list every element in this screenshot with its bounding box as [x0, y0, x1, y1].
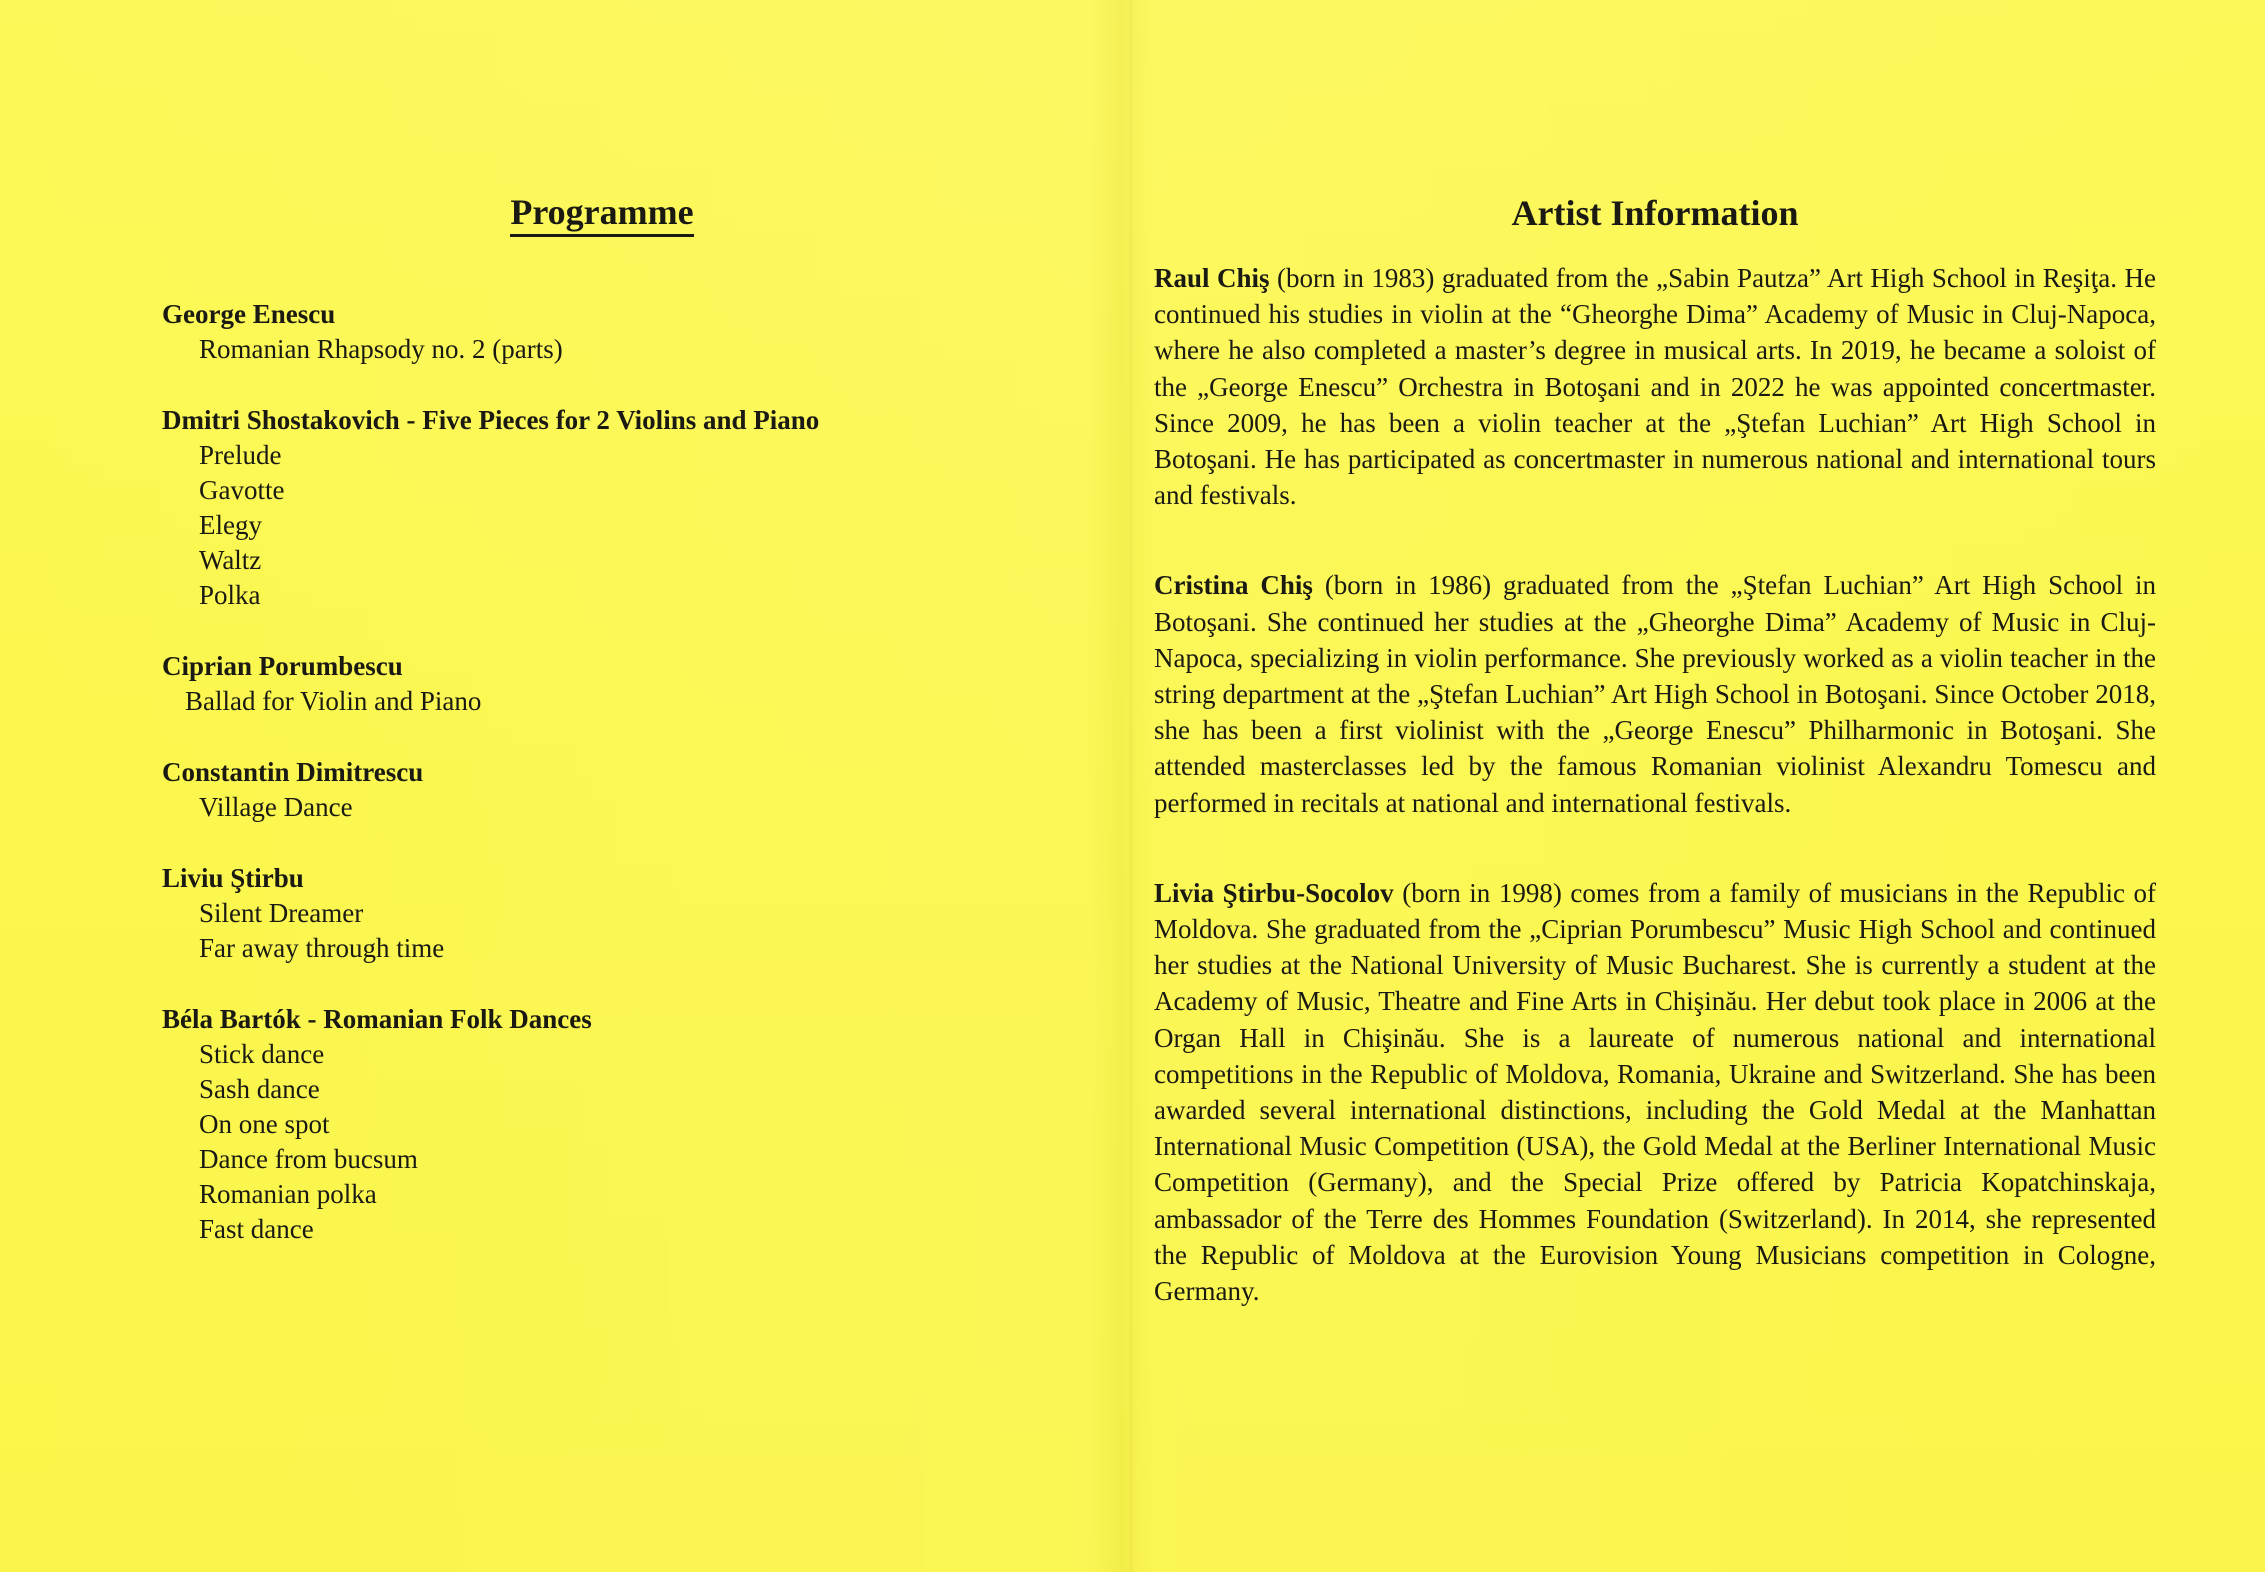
piece-title: Fast dance	[199, 1214, 314, 1244]
artist-name: Cristina Chiş	[1154, 570, 1313, 601]
artist-bio	[1154, 567, 2156, 820]
piece-title: Village Dance	[199, 792, 353, 822]
piece-title: On one spot	[199, 1109, 330, 1139]
programme-entry	[162, 861, 1062, 966]
composer-name: Béla Bartók - Romanian Folk Dances	[162, 1004, 592, 1034]
artist-info-title: Artist Information	[1511, 193, 1799, 233]
center-fold	[1128, 0, 1134, 1572]
artist-name: Livia Ştirbu-Socolov	[1154, 877, 1394, 908]
piece-title: Ballad for Violin and Piano	[185, 686, 482, 716]
piece-title: Polka	[199, 580, 261, 610]
programme-list	[162, 297, 1062, 1283]
piece-title: Elegy	[199, 510, 262, 540]
piece-title: Romanian polka	[199, 1179, 377, 1209]
piece-title: Romanian Rhapsody no. 2 (parts)	[199, 334, 563, 364]
artist-bio	[1154, 260, 2156, 513]
programme-title-text: Programme	[510, 192, 693, 237]
programme-entry	[162, 755, 1062, 825]
composer-name: Constantin Dimitrescu	[162, 757, 424, 787]
piece-title: Sash dance	[199, 1074, 320, 1104]
artist-bio-text: (born in 1983) graduated from the „Sabin Pautza” Art High School in Reşiţa. He continued his studies in violin at the “Gheorghe Dima” Academy of Music in Cluj-Napoca, where he also completed a master’s degree in musical arts. In 2019, he became a soloist of the „George Enescu” Orchestra in Botoşani and in 2022 he was appointed concertmaster. Since 2009, he has been a violin teacher at the „Ştefan Luchian” Art High School in Botoşani. He has participated as concertmaster in numerous national and international tours and festivals.	[1154, 263, 2156, 511]
composer-name: George Enescu	[162, 299, 336, 329]
programme-title	[434, 190, 770, 234]
programme-entry	[162, 297, 1062, 367]
programme-entry	[162, 403, 1062, 613]
artist-name: Raul Chiş	[1154, 263, 1270, 293]
piece-title: Dance from bucsum	[199, 1144, 418, 1174]
programme-entry	[162, 1002, 1062, 1247]
artist-info-page	[1154, 190, 2156, 1363]
artist-bio	[1154, 875, 2156, 1309]
composer-name: Ciprian Porumbescu	[162, 651, 403, 681]
artist-bio-text: (born in 1986) graduated from the „Ştefan Luchian” Art High School in Botoşani. She continued her studies at the „Gheorghe Dima” Academy of Music in Cluj-Napoca, specializing in violin performance. She previously worked as a violin teacher in the string department at the „Ştefan Luchian” Art High School in Botoşani. Since October 2018, she has been a first violinist with the „George Enescu” Philharmonic in Botoşani. She attended masterclasses led by the famous Romanian violinist Alexandru Tomescu and performed in recitals at national and international festivals.	[1154, 570, 2156, 818]
programme-entry	[162, 649, 1062, 719]
piece-title: Waltz	[199, 545, 262, 575]
piece-title: Far away through time	[199, 933, 445, 963]
composer-name: Liviu Ştirbu	[162, 863, 304, 893]
piece-title: Gavotte	[199, 475, 285, 505]
piece-title: Prelude	[199, 440, 282, 470]
composer-name: Dmitri Shostakovich - Five Pieces for 2 Violins and Piano	[162, 405, 820, 435]
artist-bio-text: (born in 1998) comes from a family of musicians in the Republic of Moldova. She graduated from the „Ciprian Porumbescu” Music High School and continued her studies at the National University of Music Bucharest. She is currently a student at the Academy of Music, Theatre and Fine Arts in Chişinău. Her debut took place in 2006 at the Organ Hall in Chişinău. She is a laureate of numerous national and international competitions in the Republic of Moldova, Romania, Ukraine and Switzerland. She has been awarded several international distinctions, including the Gold Medal at the Manhattan International Music Competition (USA), the Gold Medal at the Berliner International Music Competition (Germany), and the Special Prize offered by Patricia Kopatchinskaja, ambassador of the Terre des Hommes Foundation (Switzerland). In 2014, she represented the Republic of Moldova at the Eurovision Young Musicians competition in Cologne, Germany.	[1154, 877, 2157, 1307]
piece-title: Silent Dreamer	[199, 898, 364, 928]
piece-title: Stick dance	[199, 1039, 325, 1069]
